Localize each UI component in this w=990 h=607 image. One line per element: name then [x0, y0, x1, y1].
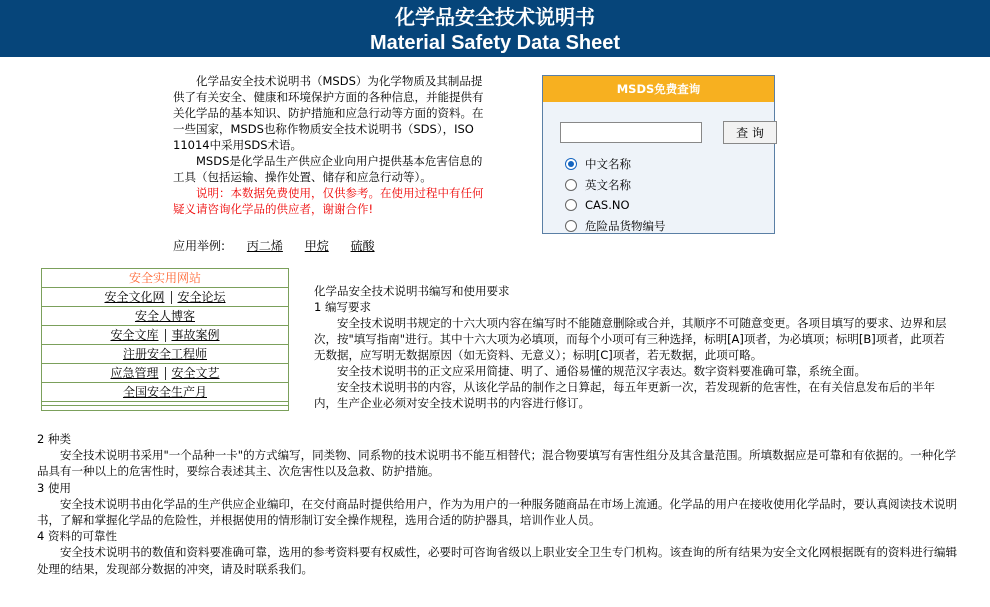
safety-sites-title-text: 安全实用网站 [128, 271, 201, 285]
query-type-options [565, 154, 666, 236]
divider [42, 402, 288, 406]
section-4-paragraph: 安全技术说明书的数值和资料要准确可靠，选用的参考资料要有权威性，必要时可咨询省级以上职业安全卫生专门机构。该查询的所有结果为安全文化网根据既有的资料进行编辑处理的结果，发现部分数据的冲突，请及时联系我们。 [37, 545, 957, 576]
safety-sites-row [42, 345, 288, 364]
page-title-zh: 化学品安全技术说明书 [395, 5, 595, 29]
page-header [0, 0, 990, 57]
section-4-title: 4 资料的可靠性 [37, 529, 117, 544]
intro-paragraph-2: MSDS是化学品生产供应企业向用户提供基本危害信息的工具（包括运输、操作处置、储存和应急行动等）。 [173, 154, 483, 184]
divider [171, 291, 172, 304]
safety-sites-row [42, 383, 288, 402]
radio-label: 中文名称 [585, 157, 631, 172]
safety-sites-title [42, 269, 288, 288]
divider [165, 329, 166, 342]
link-safety-library[interactable]: 安全文库 [110, 328, 159, 342]
radio-chinese-name[interactable] [565, 154, 666, 175]
link-safety-engineer[interactable]: 注册安全工程师 [122, 347, 207, 361]
radio-unselected-icon[interactable] [565, 199, 577, 211]
query-panel-title: MSDS免费查询 [543, 76, 774, 102]
examples-label: 应用举例: [173, 239, 226, 253]
requirements-title: 化学品安全技术说明书编写和使用要求 [314, 284, 510, 298]
section-3-title: 3 使用 [37, 480, 71, 495]
radio-label: 危险品货物编号 [585, 218, 666, 233]
radio-dangerous-goods-no[interactable] [565, 216, 666, 237]
safety-sites-row [42, 326, 288, 345]
requirements-section [314, 283, 954, 411]
radio-selected-icon[interactable] [565, 158, 577, 170]
safety-sites-row [42, 307, 288, 326]
radio-english-name[interactable] [565, 175, 666, 196]
usage-warning: 说明：本数据免费使用，仅供参考。在使用过程中有任何疑义请咨询化学品的供应者，谢谢合作! [173, 186, 484, 216]
section-2-title: 2 种类 [37, 432, 71, 446]
link-safety-forum[interactable]: 安全论坛 [177, 290, 226, 304]
radio-label: CAS.NO [585, 198, 630, 213]
link-accident-cases[interactable]: 事故案例 [171, 328, 220, 342]
radio-unselected-icon[interactable] [565, 179, 577, 191]
section-1-paragraph: 安全技术说明书规定的十六大项内容在编写时不能随意删除或合并，其顺序不可随意变更。各项目填写的要求、边界和层次，按"填写指南"进行。其中十六大项为必填项，而每个小项可有三种选择，标明[A]项者，为必填项；标明[B]项者，此项若无数据，应写明无数据原因（如无资料、无意义）；标明[C]项者，若无数据，此项可略。 [314, 316, 947, 362]
safety-sites-row [42, 288, 288, 307]
radio-unselected-icon[interactable] [565, 220, 577, 232]
radio-cas-no[interactable] [565, 195, 666, 216]
safety-sites-row [42, 364, 288, 383]
intro-section [173, 73, 489, 217]
safety-sites-box [41, 268, 289, 411]
intro-paragraph-1: 化学品安全技术说明书（MSDS）为化学物质及其制品提供了有关安全、健康和环境保护方面的各种信息，并能提供有关化学品的基本知识、防护措施和应急行动等方面的资料。在一些国家，MSDS也称作物质安全技术说明书（SDS），ISO 11014中采用SDS术语。 [173, 74, 484, 152]
example-link-methane[interactable]: 甲烷 [304, 239, 329, 253]
link-safety-blog[interactable]: 安全人博客 [134, 309, 195, 323]
section-1-paragraph: 安全技术说明书的正文应采用简捷、明了、通俗易懂的规范汉字表达。数字资料要准确可靠，系统全面。 [337, 364, 866, 378]
section-1-paragraph: 安全技术说明书的内容，从该化学品的制作之日算起，每五年更新一次，若发现新的危害性，在有关信息发布后的半年内，生产企业必须对安全技术说明书的内容进行修订。 [314, 380, 935, 410]
link-safety-culture[interactable]: 安全文化网 [104, 290, 165, 304]
query-input-row [560, 122, 764, 143]
section-2-paragraph: 安全技术说明书采用"一个品种一卡"的方式编写，同类物、同系物的技术说明书不能互相替代；混合物要填写有害性组分及其含量范围。所填数据应是可靠和有依据的。一种化学品具有一种以上的危害性时，要综合表述其主、次危害性以及急救、防护措施。 [37, 448, 957, 479]
query-button[interactable]: 查 询 [723, 121, 777, 144]
divider [165, 367, 166, 380]
page-title-en: Material Safety Data Sheet [369, 32, 621, 54]
example-link-sulfuric-acid[interactable]: 硫酸 [350, 239, 375, 253]
examples-row [173, 238, 375, 254]
section-3-paragraph: 安全技术说明书由化学品的生产供应企业编印，在交付商品时提供给用户，作为为用户的一种服务随商品在市场上流通。化学品的用户在接收使用化学品时，要认真阅读技术说明书，了解和掌握化学品的危险性，并根据使用的情形制订安全操作规程，选用合适的防护器具，培训作业人员。 [37, 496, 957, 528]
link-emergency-management[interactable]: 应急管理 [110, 366, 159, 380]
lower-sections [37, 431, 957, 577]
section-1-title: 1 编写要求 [314, 300, 371, 314]
example-link-propadiene[interactable]: 丙二烯 [246, 239, 283, 253]
link-safety-month[interactable]: 全国安全生产月 [122, 385, 207, 399]
msds-query-panel [542, 75, 775, 234]
query-input[interactable] [560, 122, 702, 143]
link-safety-arts[interactable]: 安全文艺 [171, 366, 220, 380]
radio-label: 英文名称 [585, 177, 631, 192]
